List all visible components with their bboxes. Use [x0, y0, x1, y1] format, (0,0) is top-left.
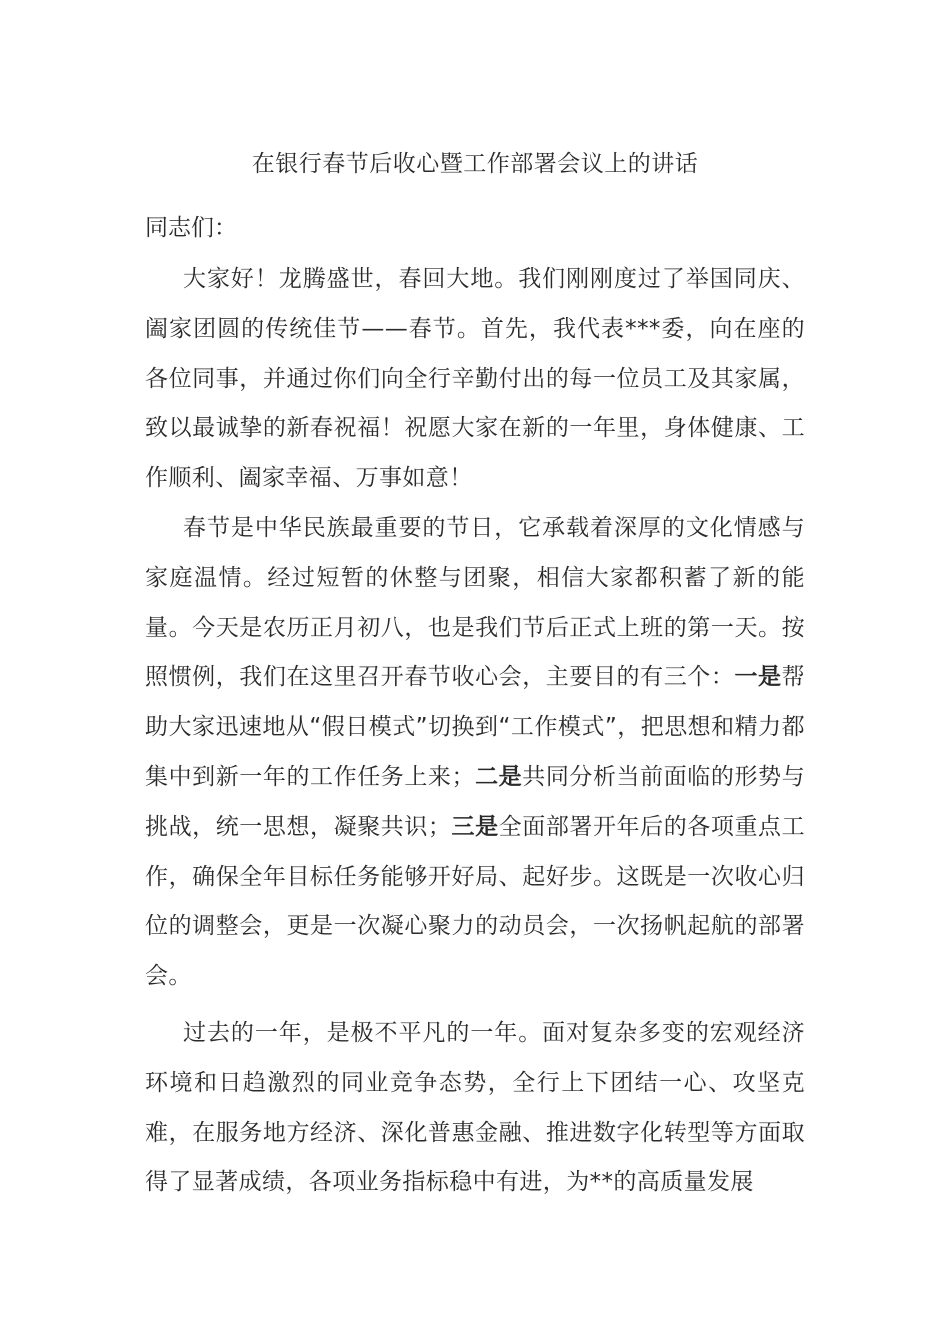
- point-marker-3: 三是: [451, 813, 499, 840]
- point-marker-2: 二是: [474, 763, 523, 790]
- point-text-3: 全面部署开年后的各项重点工作，确保全年目标任务能够开好局、起好步。这既是一次收心归位的调整会，更是一次凝心聚力的动员会，一次扬帆起航的部署会。: [145, 813, 805, 990]
- document-body: [145, 255, 805, 1208]
- purpose-intro: 春节是中华民族最重要的节日，它承载着深厚的文化情感与家庭温情。经过短暂的休整与团聚，相信大家都积蓄了新的能量。今天是农历正月初八，也是我们节后正式上班的第一天。按照惯例，我们在这里召开春节收心会，主要目的有三个：: [145, 514, 805, 691]
- point-text-2: 共同分析当前面临的形势与挑战，统一思想，凝聚共识；: [145, 763, 805, 840]
- document-title: 在银行春节后收心暨工作部署会议上的讲话: [251, 151, 699, 177]
- paragraph-review: 过去的一年，是极不平凡的一年。面对复杂多变的宏观经济环境和日趋激烈的同业竞争态势，全行上下团结一心、攻坚克难，在服务地方经济、深化普惠金融、推进数字化转型等方面取得了显著成绩，各项业务指标稳中有进，为**的高质量发展: [145, 1019, 805, 1196]
- paragraph-purpose: [145, 504, 805, 1002]
- point-marker-1: 一是: [734, 664, 782, 691]
- point-text-1: 帮助大家迅速地从“假日模式”切换到“工作模式”，把思想和精力都集中到新一年的工作任务上来；: [145, 664, 805, 790]
- paragraph-greeting: 大家好！龙腾盛世，春回大地。我们刚刚度过了举国同庆、阖家团圆的传统佳节——春节。首先，我代表***委，向在座的各位同事，并通过你们向全行辛勤付出的每一位员工及其家属，致以最诚挚的新春祝福！祝愿大家在新的一年里，身体健康、工作顺利、阖家幸福、万事如意！: [145, 266, 805, 492]
- salutation: 同志们：: [145, 215, 237, 241]
